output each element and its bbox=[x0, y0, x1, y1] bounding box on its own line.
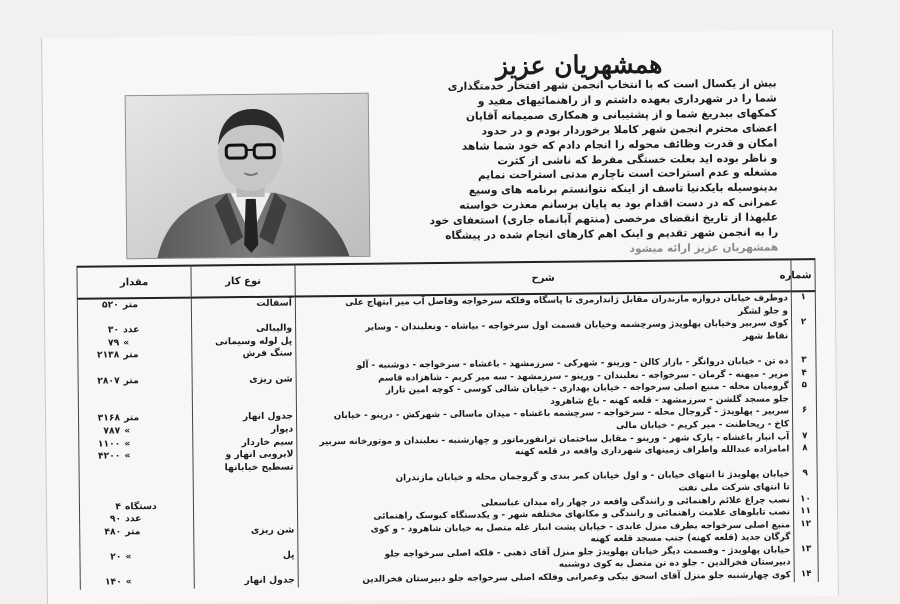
work-type-line: جدول انهار bbox=[198, 575, 295, 589]
table-body bbox=[77, 291, 818, 589]
amount-unit: عدد bbox=[119, 324, 157, 337]
row-work-type bbox=[193, 436, 297, 450]
description-line: منبع اصلی سرخواجه بطرف منزل عابدی - خیابان پشت انبار غله متصل به خیابان شاهرود - و کوی bbox=[301, 519, 790, 537]
work-type-line: سیم خاردار bbox=[196, 436, 293, 450]
row-number: ۲ bbox=[792, 317, 816, 355]
row-work-type bbox=[193, 499, 297, 513]
row-amount bbox=[79, 500, 193, 514]
row-amount bbox=[80, 525, 194, 551]
amount-quantity: ۲۰ bbox=[83, 551, 121, 564]
intro-line: علیهذا از تاریخ انقضای مرخصی (منتهم آبانماه جاری) استعفای خود bbox=[376, 211, 778, 230]
row-amount bbox=[80, 513, 194, 527]
amount-line bbox=[81, 349, 188, 363]
amount-unit: » bbox=[120, 450, 158, 463]
document-page bbox=[41, 30, 839, 604]
row-amount bbox=[79, 475, 193, 501]
row-amount bbox=[79, 437, 193, 451]
description-line: تا انتهای شرکت ملی نفت bbox=[301, 481, 790, 499]
amount-line bbox=[82, 450, 189, 464]
amount-line bbox=[83, 513, 190, 527]
intro-line: بیش از یکسال است که با انتخاب انجمن شهر افتخار خدمتگذاری bbox=[375, 76, 777, 95]
amount-line bbox=[83, 551, 190, 565]
header-number: شماره bbox=[791, 259, 815, 291]
amount-unit: » bbox=[120, 425, 158, 438]
amount-quantity: ۴۸۰ bbox=[83, 526, 121, 539]
work-type-line: لایروبی انهار و bbox=[196, 449, 293, 463]
header-description: شرح bbox=[295, 259, 791, 296]
row-number: ۱۳ bbox=[794, 544, 818, 569]
work-type-line: سنگ فرش bbox=[195, 348, 292, 362]
row-number: ۷ bbox=[793, 431, 817, 444]
amount-unit: » bbox=[122, 576, 160, 589]
works-table bbox=[76, 258, 818, 589]
amount-quantity: ۵۲۰ bbox=[81, 299, 119, 312]
description-line: دبیرستان فخرالدین - جلو ده تن متصل به کوی دوشنبه bbox=[302, 557, 791, 575]
amount-unit: » bbox=[119, 337, 157, 350]
amount-quantity: ۴۲۰۰ bbox=[82, 450, 120, 463]
amount-line bbox=[83, 500, 190, 514]
work-type-line: جدول انهار bbox=[196, 411, 293, 425]
row-number: ۴ bbox=[792, 368, 816, 381]
intro-line: مشغله و عدم استراحت است ناچارم مدتی استراحت نمایم bbox=[375, 166, 777, 185]
amount-line bbox=[81, 336, 188, 350]
row-amount bbox=[80, 550, 194, 576]
amount-line bbox=[81, 299, 188, 313]
row-number: ۱۴ bbox=[794, 569, 818, 582]
description-line: نقاط شهر bbox=[299, 330, 788, 348]
work-type-line: دیوار bbox=[196, 423, 293, 437]
intro-line: عمرانی که در دست اقدام بود به پایان برسانم معذرت خواسته bbox=[376, 196, 778, 215]
row-amount bbox=[78, 412, 192, 438]
amount-quantity: ۳۰ bbox=[81, 325, 119, 338]
intro-line: و ناظر بوده اید بعلت خستگی مفرط که ناشی از کثرت bbox=[375, 151, 777, 170]
row-amount bbox=[80, 576, 194, 590]
row-work-type bbox=[192, 360, 296, 374]
description-line: دوطرف خیابان دروازه مازندران مقابل ژاندارمری تا پاسگاه وفلکه سرخواجه وفاصل آب میر ابتهاج علی bbox=[299, 292, 788, 310]
row-work-type bbox=[193, 474, 297, 500]
row-amount bbox=[78, 324, 192, 363]
row-work-type bbox=[192, 373, 296, 387]
work-type-line: شن ریزی bbox=[196, 373, 293, 387]
amount-line bbox=[82, 425, 189, 439]
amount-line bbox=[82, 437, 189, 451]
amount-quantity: ۷۹ bbox=[81, 337, 119, 350]
intro-line: امکان و قدرت وظائف محوله را انجام دادم که خود شما شاهد bbox=[375, 136, 777, 155]
row-description bbox=[296, 318, 792, 361]
amount-line bbox=[83, 525, 190, 539]
amount-quantity: ۹۰ bbox=[83, 513, 121, 526]
intro-line: را به انجمن شهر تقدیم و اینک اهم کارهای انجام شده در پیشگاه bbox=[376, 226, 778, 245]
intro-line: اعضای محترم انجمن شهر کاملا برخوردار بودم و در حدود bbox=[375, 121, 777, 140]
row-amount bbox=[78, 362, 192, 376]
header-amount: مقدار bbox=[77, 266, 191, 299]
description-line: سربیر - پهلویدژ - گروجال محله - سرخواجه - سرچشمه باغشاه - میدان ماسالی - شهرکش - درینو - خیابان bbox=[300, 406, 789, 424]
header-type: نوع کار bbox=[191, 265, 295, 298]
document-title: همشهریان عزیز bbox=[496, 50, 663, 81]
intro-line: بدینوسیله بایکدنیا تاسف از اینکه نتوانستم برنامه های وسیع bbox=[376, 181, 778, 200]
work-type-line: شن ریزی bbox=[197, 524, 294, 538]
description-line: جلو مسجد گلشن - سرزمشهد - قلعه کهنه - باغ شاهرود bbox=[300, 393, 789, 411]
amount-unit: عدد bbox=[121, 513, 159, 526]
amount-quantity: ۲۸۰۷ bbox=[82, 375, 120, 388]
work-type-line: تسطیح خیابانها bbox=[197, 461, 294, 475]
description-line: خیابان پهلویدژ تا انتهای خیابان - و اول خیابان کمر بندی و گروجمان محله و خیابان مازندران bbox=[301, 469, 790, 487]
amount-quantity: ۱۴۰ bbox=[84, 576, 122, 589]
row-number: ۱۲ bbox=[794, 519, 818, 544]
amount-line bbox=[82, 374, 189, 388]
amount-unit: متر bbox=[120, 375, 158, 388]
amount-line bbox=[82, 412, 189, 426]
work-type-line: والیبالی bbox=[195, 323, 292, 337]
row-work-type bbox=[194, 575, 298, 589]
amount-unit: متر bbox=[119, 349, 157, 362]
amount-unit: متر bbox=[119, 299, 157, 312]
amount-line bbox=[84, 576, 191, 590]
description-line: کاخ - ریحاطنت - میر کریم - خیابان مالی bbox=[300, 418, 789, 436]
amount-unit: متر bbox=[121, 526, 159, 539]
intro-line: همشهریان عزیز ارائه میشود bbox=[376, 240, 778, 259]
description-line: نصب تابلوهای علامت راهنمائی و رانندگی و مکانهای مختلفه شهر - و یکدستگاه کیوسک راهنمائی bbox=[301, 506, 790, 524]
row-work-type bbox=[194, 524, 298, 550]
row-number: ۸ bbox=[793, 443, 817, 468]
work-type-line: آسفالت bbox=[195, 298, 292, 312]
row-amount bbox=[79, 450, 193, 476]
intro-paragraph bbox=[375, 76, 779, 259]
amount-line bbox=[81, 324, 188, 338]
work-type-line: پل bbox=[197, 549, 294, 563]
row-number: ۶ bbox=[792, 405, 816, 430]
amount-unit: » bbox=[120, 437, 158, 450]
row-number: ۱۰ bbox=[793, 494, 817, 507]
description-line: خیابان پهلویدژ - وقسمت دیگر خیابان پهلویدژ جلو منزل آقای ذهبی - فلکه اصلی سرخواجه جلو bbox=[301, 544, 790, 562]
row-work-type bbox=[193, 449, 297, 475]
row-number: ۵ bbox=[792, 380, 816, 405]
amount-unit: متر bbox=[120, 412, 158, 425]
row-amount bbox=[78, 374, 192, 388]
description-line: و جلو لشگر bbox=[299, 305, 788, 323]
amount-quantity: ۴ bbox=[83, 501, 121, 514]
row-work-type bbox=[194, 549, 298, 575]
amount-unit: » bbox=[121, 551, 159, 564]
amount-quantity: ۱۱۰۰ bbox=[82, 438, 120, 451]
row-amount bbox=[77, 298, 191, 325]
row-work-type bbox=[192, 411, 296, 437]
description-line: گرومیان محله - منبع اصلی سرخواجه - خیابان بهداری - خیابان شالی کوسی - کوچه امین تاراز bbox=[300, 381, 789, 399]
row-work-type bbox=[192, 386, 296, 412]
intro-line: کمکهای بیدریغ شما و از پشتیبانی و همکاری صمیمانه آقایان bbox=[375, 106, 777, 125]
work-type-line: پل لوله وسیمانی bbox=[195, 335, 292, 349]
description-line: کوی سربیر وخیابان پهلویدژ وسرچشمه وخیابان قسمت اول سرخواجه - بیاشاه - ونعلبندان - وسایر bbox=[299, 318, 788, 336]
row-work-type bbox=[194, 512, 298, 526]
description-line: کوی چهارشنبه جلو منزل آقای اسحق بیکی وعمرانی وفلکه اصلی سرخواجه جلو دبیرستان فخرالدین bbox=[302, 569, 791, 587]
portrait-image bbox=[126, 94, 370, 259]
row-number: ۱ bbox=[791, 291, 815, 317]
row-amount bbox=[78, 387, 192, 413]
intro-line: شما را در شهرداری بعهده داشتم و از راهنمائیهای مفید و bbox=[375, 91, 777, 110]
row-number: ۳ bbox=[792, 355, 816, 368]
row-work-type bbox=[192, 323, 296, 362]
portrait-photo bbox=[125, 93, 371, 260]
description-line: مزیر - میهنه - گرمان - سرخواجه - نعلبندان - ورینو - سرزمشهد - سه میر کریم - شاهزاده قاسم bbox=[300, 368, 789, 386]
description-line: ده تن - خیابان دروانگر - بازار کالن - ورینو - شهرکی - سرزمشهد - باغشاه - سرخواجه - دوشنبه - آلو bbox=[299, 355, 788, 373]
description-line: گرگان جدید (قلعه کهنه) جنب مسجد قلعه کهنه bbox=[301, 532, 790, 550]
amount-unit: دستگاه bbox=[121, 500, 159, 513]
amount-quantity: ۲۱۳۸ bbox=[81, 350, 119, 363]
amount-quantity: ۷۸۷ bbox=[82, 425, 120, 438]
amount-quantity: ۳۱۶۸ bbox=[82, 413, 120, 426]
row-number: ۱۱ bbox=[794, 506, 818, 519]
description-line: امامزاده عبدالله واطراف زمینهای شهرداری واقعه در قلعه کهنه bbox=[300, 443, 789, 461]
row-number: ۹ bbox=[793, 468, 817, 493]
description-line: نصب چراغ علائم راهنمائی و رانندگی واقعه در چهار راه میدان عباسعلی bbox=[301, 494, 790, 512]
description-line: آب انبار باغشاه - پارک شهر - ورینو - مقابل ساختمان ترانفورماتور و چهارشنبه - نعلبندان و موتورخانه سربیر bbox=[300, 431, 789, 449]
row-work-type bbox=[191, 297, 295, 324]
